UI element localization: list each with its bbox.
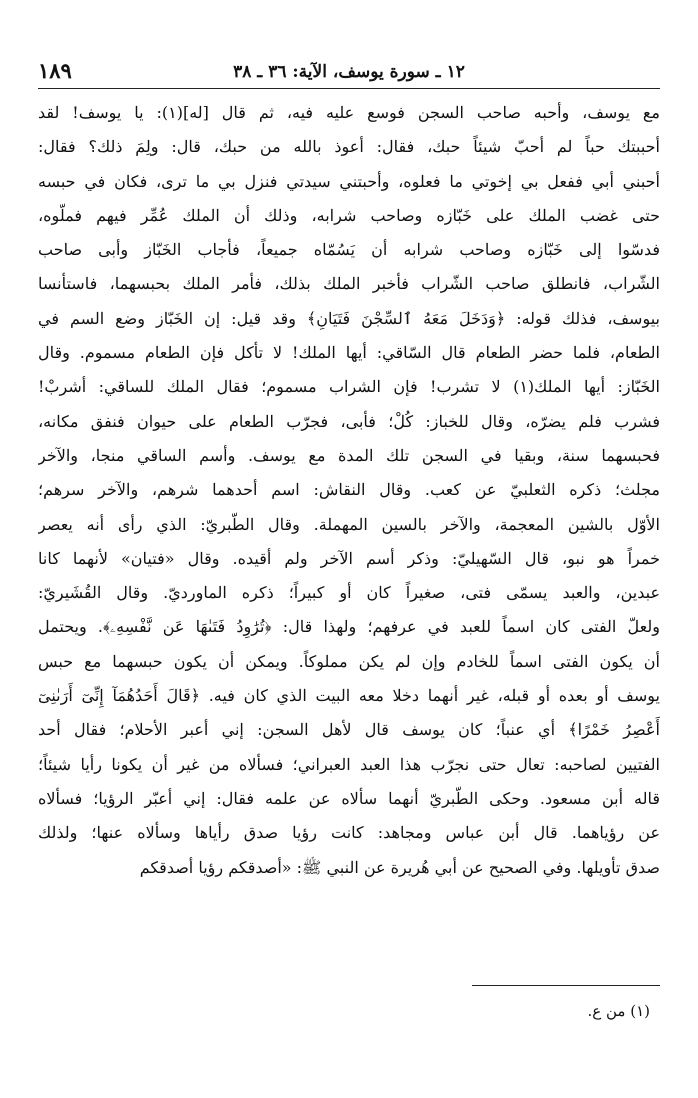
text-line: قاله أبن مسعود. وحكى الطّبريّ أنهما سألاه عن علمه فقال: إني أعبّر الرؤيا؛ فسألاه: [38, 788, 660, 808]
text-line: عبدين، والعبد يسمّى فتى، صغيراً كان أو كبيراً؛ ذكره الماورديّ. وقال القُشَيريّ:: [38, 583, 660, 603]
text-line: ولعلّ الفتى كان اسماً للعبد في عرفهم؛ ولهذا قال: ﴿تُرَٰوِدُ فَتَىٰهَا عَن نَّفْسِهِۦ﴾. ويحتمل: [38, 617, 660, 637]
text-line: أن يكون الفتى اسماً للخادم وإن لم يكن مملوكاً. ويمكن أن يكون حبسهما مع حبس: [38, 651, 660, 671]
page-header: [38, 58, 660, 89]
footnote-divider: [472, 985, 660, 986]
text-line: يوسف أو بعده أو قبله، غير أنهما دخلا معه البيت الذي كان فيه. ﴿قَالَ أَحَدُهُمَآ إِنِّىٓ أَرَىٰنِىٓ: [38, 686, 660, 706]
text-line: فدسّوا إلى خَبّازه وصاحب شرابه أن يَسُمّاه جميعاً، فأجاب الخَبّاز وأبى صاحب: [38, 240, 660, 260]
text-line: فشرب فلم يضرّه، وقال للخباز: كُلْ؛ فأبى، فجرّب الطعام على حيوان فنفق مكانه،: [38, 411, 660, 431]
text-line: بيوسف، فذلك قوله: ﴿وَدَخَلَ مَعَهُ ٱلسِّجْنَ فَتَيَانِ﴾ وقد قيل: إن الخَبّاز وضع السم في: [38, 308, 660, 328]
text-line: خمراً هو نبو، قال السّهيليّ: وذكر أسم الآخر ولم أقيده. وقال «فتيان» لأنهما كانا: [38, 548, 660, 568]
text-line: حتى غضب الملك على خَبّازه وصاحب شرابه، وذلك أن الملك عُمِّر فيهم فملّوه،: [38, 205, 660, 225]
text-line: الخَبّاز: أيها الملك(١) لا تشرب! فإن الشراب مسموم؛ فقال الملك للساقي: أشربْ!: [38, 377, 660, 397]
text-line: عن رؤياهما. قال أبن عباس ومجاهد: كانت رؤيا صدق رأياها وسألاه عنها؛ ولذلك: [38, 823, 660, 843]
text-line: صدق تأويلها. وفي الصحيح عن أبي هُريرة عن النبي ﷺ: «أصدقكم رؤيا أصدقكم: [139, 857, 660, 877]
text-line: أحببتك حباً لم أحبّ شيئاً حبك، فقال: أعوذ بالله من حبك، قال: ولِمَ ذلك؟ فقال:: [38, 137, 660, 157]
text-line: الشّراب، فانطلق صاحب الشّراب فأخبر الملك بذلك، فأمر الملك بحبسهما، فاستأنسا: [38, 274, 660, 294]
text-line: مع يوسف، وأحبه صاحب السجن فوسع عليه فيه، ثم قال [له](١): يا يوسف! لقد: [38, 103, 660, 122]
running-head: ١٢ ـ سورة يوسف، الآية: ٣٦ ـ ٣٨: [233, 62, 465, 82]
text-line: الأوّل بالشين المعجمة، والآخر بالسين المهملة. وقال الطّبريّ: الذي رأى أنه يعصر: [38, 514, 660, 534]
text-line: الطعام، فلما حضر الطعام قال السّاقي: أيها الملك! لا تأكل فإن الطعام مسموم. وقال: [38, 343, 660, 363]
page-number: ١٨٩: [38, 58, 72, 83]
text-line: أَعْصِرُ خَمْرًا﴾ أي عنباً؛ كان يوسف قال لأهل السجن: إني أعبر الأحلام؛ فقال أحد: [38, 720, 660, 740]
text-line: أحبني أبي ففعل بي إخوتي ما فعلوه، وأحبتني سيدتي فنزل بي ما ترى، فكان في حبسه: [38, 171, 660, 191]
text-line: الفتيين لصاحبه: تعال حتى نجرّب هذا العبد العبراني؛ فسألاه من غير أن يكونا رأيا شيئاً؛: [38, 754, 660, 774]
body-text: [38, 96, 660, 885]
text-line: فحبسهما سنة، وبقيا في السجن تلك المدة مع يوسف. وأسم الساقي منجا، والآخر: [38, 445, 660, 465]
footnote: (١) من ع.: [587, 1002, 650, 1020]
text-line: مجلث؛ ذكره الثعلبيّ عن كعب. وقال النقاش: اسم أحدهما شرهم، والآخر سرهم؛: [38, 480, 660, 500]
